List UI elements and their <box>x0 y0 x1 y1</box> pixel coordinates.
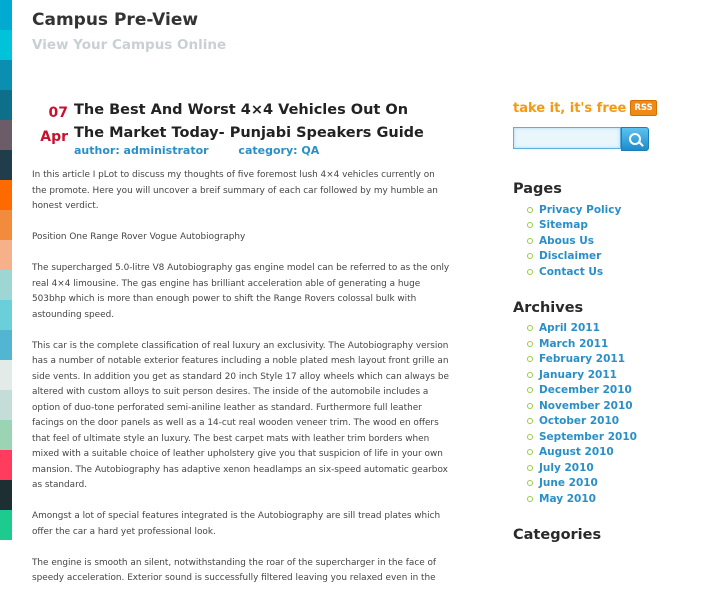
post-meta <box>74 144 345 157</box>
rss-text[interactable]: take it, it's free <box>513 100 627 116</box>
bullet-icon <box>527 341 533 347</box>
search-input[interactable] <box>513 127 621 149</box>
page-link[interactable]: Contact Us <box>539 265 604 278</box>
bullet-icon <box>527 325 533 331</box>
search-form <box>513 127 713 151</box>
list-item <box>513 460 713 476</box>
list-item <box>513 476 713 492</box>
sidebar <box>513 97 713 543</box>
strip-block <box>0 510 12 540</box>
pages-list <box>513 202 713 280</box>
list-item <box>513 264 713 280</box>
post-date-month: Apr <box>40 129 68 145</box>
bullet-icon <box>527 269 533 275</box>
rss-subscribe[interactable] <box>513 97 713 119</box>
bullet-icon <box>527 434 533 440</box>
bullet-icon <box>527 222 533 228</box>
strip-block <box>0 390 12 420</box>
strip-block <box>0 480 12 510</box>
strip-block <box>0 420 12 450</box>
bullet-icon <box>527 418 533 424</box>
archive-link[interactable]: January 2011 <box>539 368 617 381</box>
strip-block <box>0 60 12 90</box>
list-item <box>513 429 713 445</box>
strip-block <box>0 90 12 120</box>
site-title[interactable]: Campus Pre-View <box>32 10 199 30</box>
bullet-icon <box>527 387 533 393</box>
strip-block <box>0 120 12 150</box>
list-item <box>513 336 713 352</box>
archive-link[interactable]: February 2011 <box>539 353 626 366</box>
bullet-icon <box>527 449 533 455</box>
bullet-icon <box>527 496 533 502</box>
list-item <box>513 491 713 507</box>
list-item <box>513 249 713 265</box>
pages-title: Pages <box>513 181 562 197</box>
strip-block <box>0 150 12 180</box>
strip-block <box>0 330 12 360</box>
page-link[interactable]: Disclaimer <box>539 250 602 263</box>
strip-block <box>0 450 12 480</box>
strip-block <box>0 360 12 390</box>
post-date <box>36 101 68 149</box>
archives-title: Archives <box>513 299 584 316</box>
archive-link[interactable]: April 2011 <box>539 322 600 335</box>
site-tagline: View Your Campus Online <box>32 37 227 53</box>
strip-block <box>0 30 12 60</box>
archive-link[interactable]: October 2010 <box>539 415 620 428</box>
archive-link[interactable]: December 2010 <box>539 384 632 397</box>
list-item <box>513 383 713 399</box>
bullet-icon <box>527 465 533 471</box>
bullet-icon <box>527 372 533 378</box>
bullet-icon <box>527 480 533 486</box>
archive-link[interactable]: September 2010 <box>539 430 637 443</box>
bullet-icon <box>527 238 533 244</box>
post-body <box>32 168 452 602</box>
categories-title: Categories <box>513 526 602 543</box>
strip-block <box>0 180 12 210</box>
bullet-icon <box>527 403 533 409</box>
list-item <box>513 367 713 383</box>
post-author-link[interactable]: author: administrator <box>74 144 209 157</box>
list-item <box>513 202 713 218</box>
list-item <box>513 233 713 249</box>
strip-block <box>0 300 12 330</box>
post-paragraph: Position One Range Rover Vogue Autobiography <box>32 232 246 242</box>
list-item <box>513 414 713 430</box>
rss-icon[interactable]: RSS <box>630 100 656 116</box>
post-paragraph: Amongst a lot of special features integrated is the Autobiography are sill tread plates which offer the car a hard yet professional look. <box>32 511 441 537</box>
list-item <box>513 218 713 234</box>
archive-link[interactable]: November 2010 <box>539 399 633 412</box>
archive-link[interactable]: June 2010 <box>539 477 598 490</box>
list-item <box>513 445 713 461</box>
strip-block <box>0 210 12 240</box>
list-item <box>513 398 713 414</box>
archive-link[interactable]: July 2010 <box>539 461 594 474</box>
search-icon-handle <box>638 141 644 147</box>
bullet-icon <box>527 356 533 362</box>
search-button[interactable] <box>621 127 649 151</box>
page-link[interactable]: Sitemap <box>539 219 588 232</box>
list-item <box>513 321 713 337</box>
bullet-icon <box>527 207 533 213</box>
post-paragraph: In this article I pLot to discuss my thoughts of five foremost lush 4×4 vehicles currently on the promote. Here you will uncover a breif summary of each car followed by my humble an honest verdict. <box>32 170 438 211</box>
post-title[interactable]: The Best And Worst 4×4 Vehicles Out On The Market Today- Punjabi Speakers Guide <box>74 102 424 141</box>
decorative-color-strip <box>0 0 12 545</box>
strip-block <box>0 270 12 300</box>
strip-block <box>0 0 12 30</box>
page-link[interactable]: Privacy Policy <box>539 203 622 216</box>
post-paragraph: The engine is smooth an silent, notwithstanding the roar of the supercharger in the face of speedy acceleration. Exterior sound is successfully filtered leaving you relaxed even in the <box>32 557 437 583</box>
list-item <box>513 352 713 368</box>
post-paragraph: This car is the complete classification of real luxury an exclusivity. The Autobiography version has a number of notable exterior features including a noble plated mesh layout front grille an side vents. In addition you get as standard 20 inch Style 17 alloy wheels which can always be altered with custom alloys to suit person desires. The inside of the automobile includes a option of duo-tone perforated semi-aniline leather as standard. Furthermore full leather facings on the door panels as well as a 14-cut real wooden veneer trim. The wood en offers that feel of ultimate style an luxury. The best carpet mats with leather trim borders when mixed with a suitable choice of leather upholstery give you that suspicion of life in your own mansion. The Autobiography has adaptive xenon headlamps an six-speed automatic gearbox as standard. <box>32 340 449 490</box>
bullet-icon <box>527 253 533 259</box>
archive-link[interactable]: May 2010 <box>539 492 596 505</box>
archive-link[interactable]: March 2011 <box>539 337 609 350</box>
post-paragraph: The supercharged 5.0-litre V8 Autobiography gas engine model can be referred to as the only real 4×4 limousine. The gas engine has brilliant acceleration able of generating a huge 503bhp which is more than enough power to shift the Range Rovers colossal bulk with astounding speed. <box>32 263 450 320</box>
archives-list <box>513 321 713 507</box>
post-date-day: 07 <box>48 105 68 121</box>
post-category-link[interactable]: category: QA <box>238 144 320 157</box>
strip-block <box>0 240 12 270</box>
page-link[interactable]: Abous Us <box>539 234 595 247</box>
archive-link[interactable]: August 2010 <box>539 446 614 459</box>
